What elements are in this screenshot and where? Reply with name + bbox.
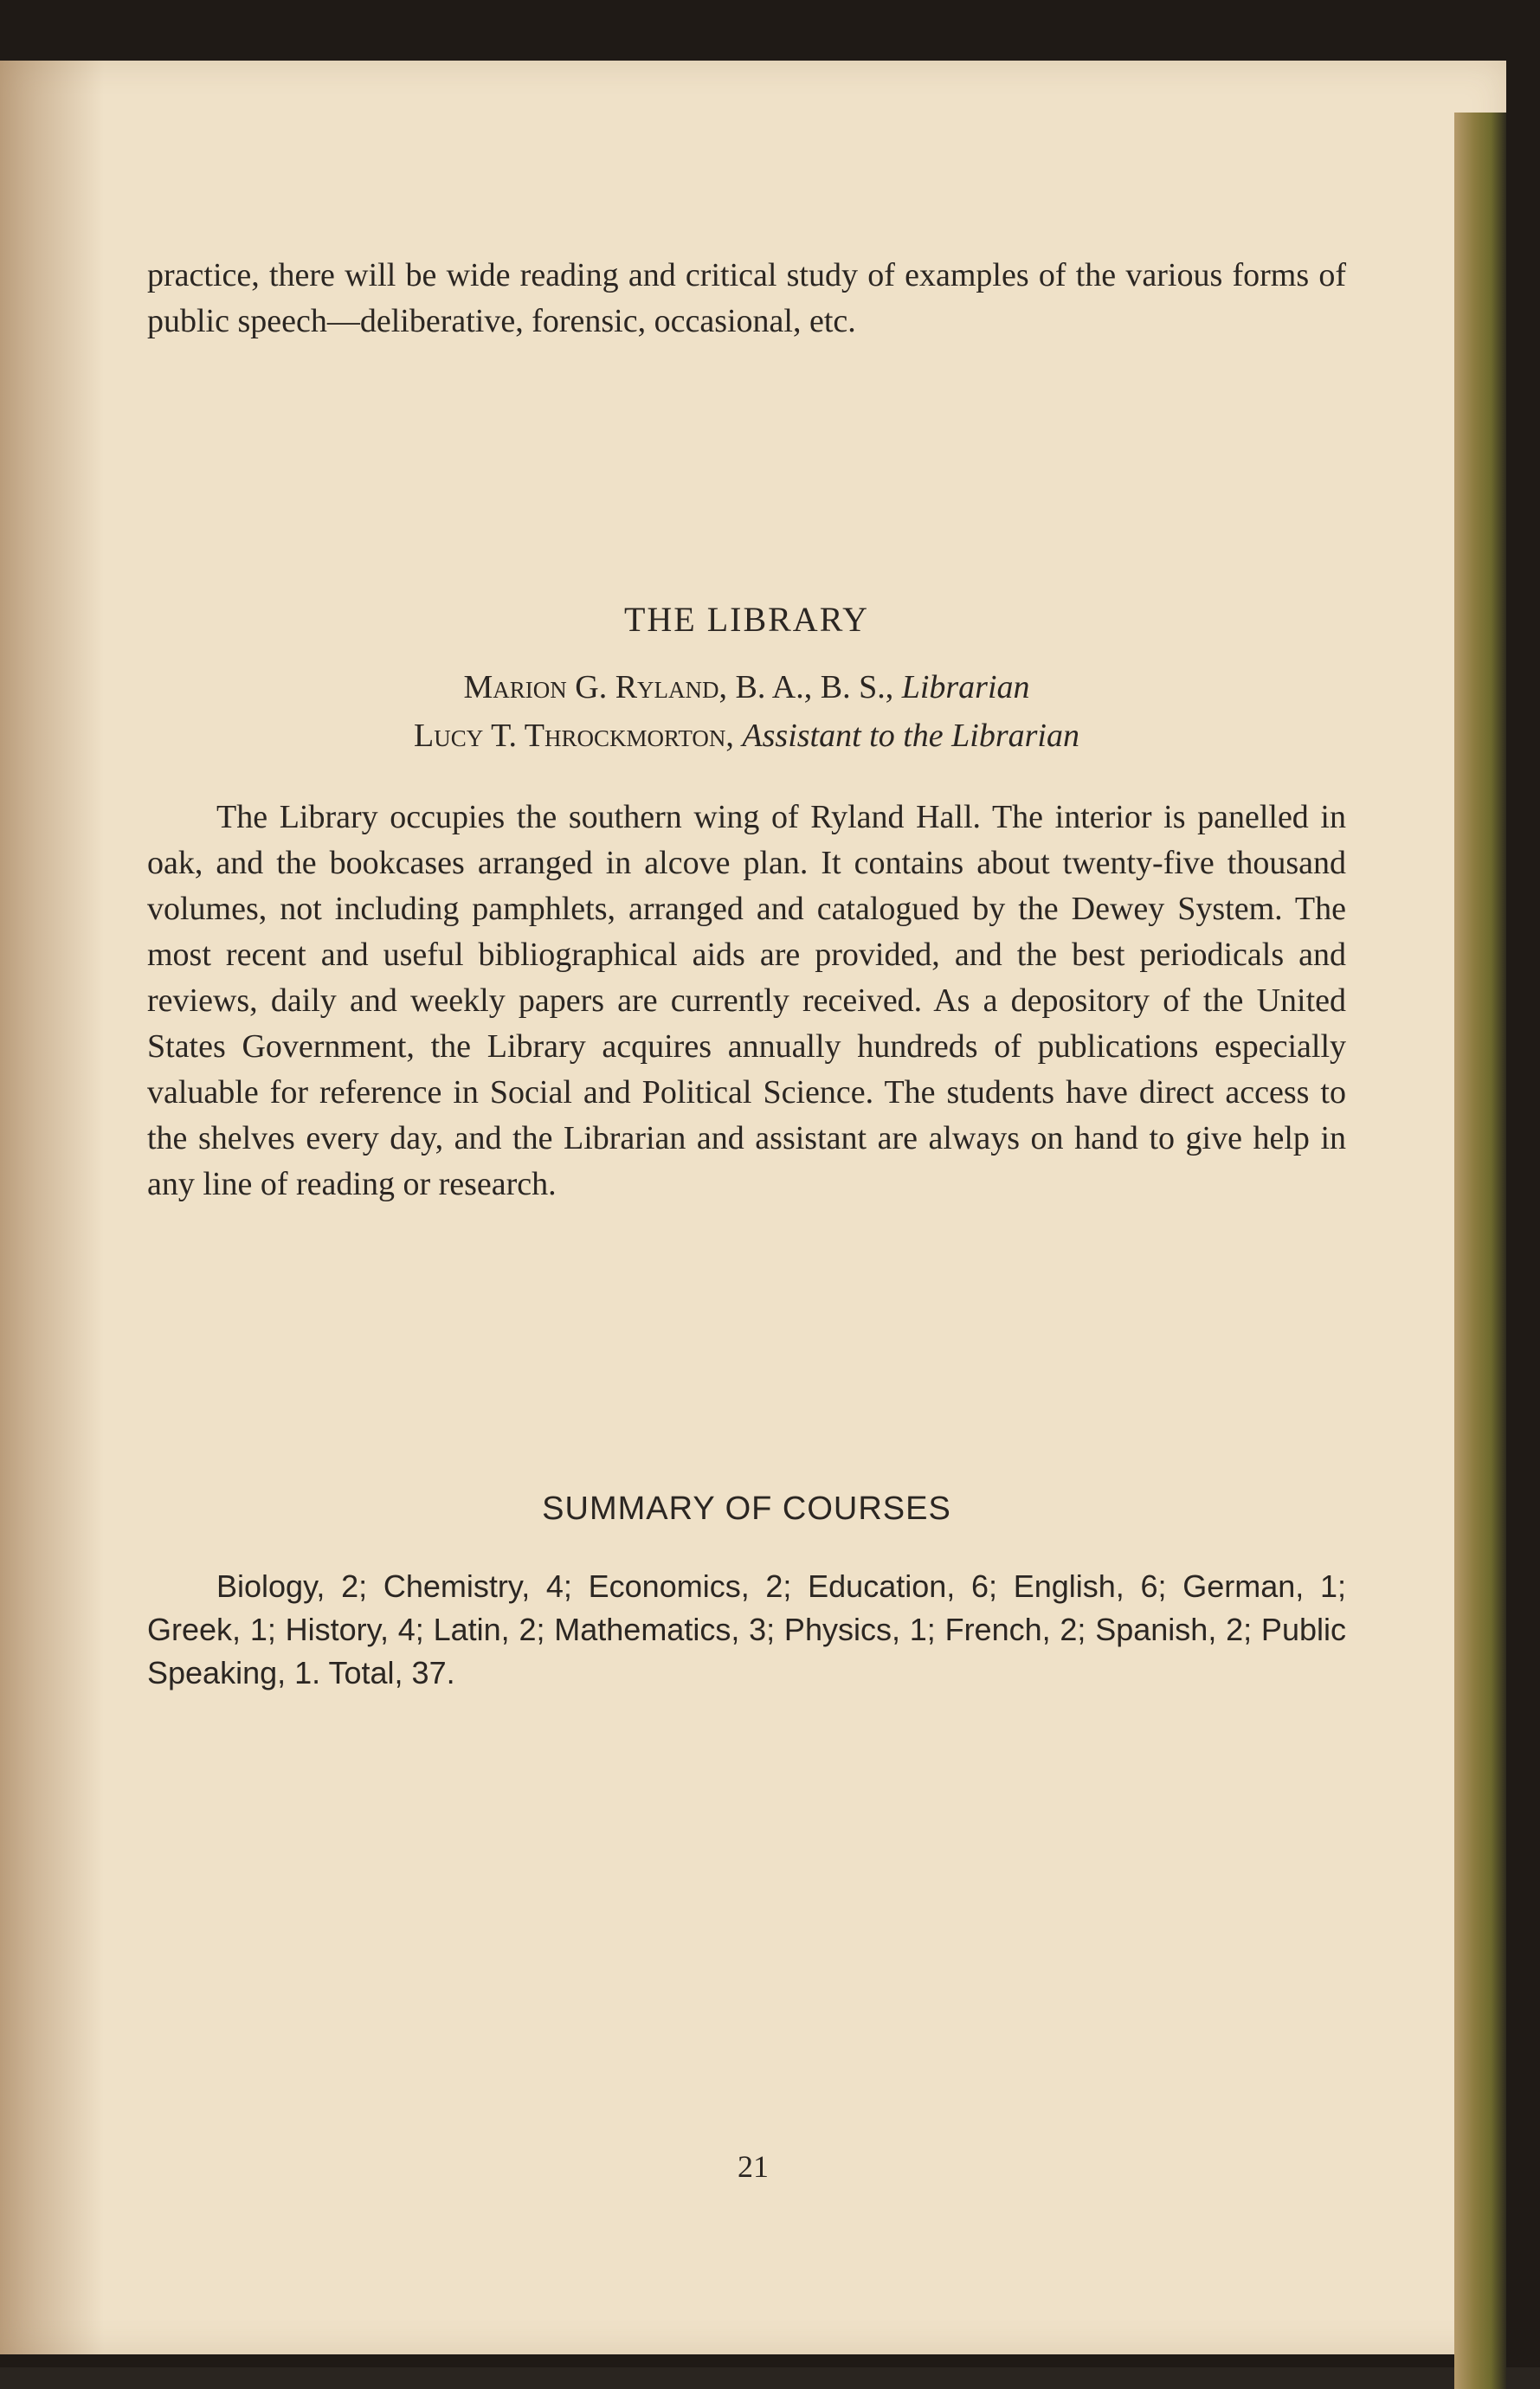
- library-paragraph: The Library occupies the southern wing of Ryland Hall. The interior is panelled in oak, and the bookcases arranged in alcove plan. It contains about twenty-five thousand volumes, not including pamphlets, arranged and catalogued by the Dewey System. The most recent and useful bibliographical aids are provided, and the best periodicals and reviews, daily and weekly papers are currently received. As a depository of the United States Government, the Library acquires annually hundreds of publications especially valuable for reference in Social and Political Science. The students have direct access to the shelves every day, and the Librarian and assistant are always on hand to give help in any line of reading or research.: [147, 799, 1346, 1202]
- staff-line-librarian: [147, 668, 1346, 706]
- gutter-shadow: [0, 61, 104, 2354]
- summary-heading: SUMMARY OF COURSES: [542, 1491, 951, 1527]
- summary-paragraph: Biology, 2; Chemistry, 4; Economics, 2; Education, 6; English, 6; German, 1; Greek, 1; History, 4; Latin, 2; Mathematics, 3; Physics, 1; French, 2; Spanish, 2; Public Speaking, 1. Total, 37.: [147, 1568, 1346, 1690]
- intro-paragraph: practice, there will be wide reading and critical study of examples of the various forms of public speech—deliberative, forensic, occasional, etc.: [147, 257, 1346, 339]
- page-number: 21: [738, 2149, 769, 2184]
- staff-name: ucy T. Throckmorton: [434, 718, 726, 754]
- staff-name-initial: M: [463, 669, 493, 705]
- staff-line-assistant: [147, 717, 1346, 755]
- staff-name-initial: L: [414, 718, 435, 754]
- staff-name: arion G. Ryland: [493, 669, 719, 705]
- staff-title: Librarian: [901, 669, 1030, 705]
- library-heading: THE LIBRARY: [623, 600, 870, 639]
- book-page: [0, 61, 1506, 2354]
- staff-separator: ,: [725, 718, 743, 754]
- library-body: [147, 795, 1346, 1207]
- intro-block: [147, 253, 1346, 345]
- summary-body: [147, 1565, 1346, 1695]
- staff-title: Assistant to the Librarian: [742, 718, 1079, 754]
- binding-edge: [1454, 113, 1506, 2389]
- staff-degrees: , B. A., B. S.,: [718, 669, 902, 705]
